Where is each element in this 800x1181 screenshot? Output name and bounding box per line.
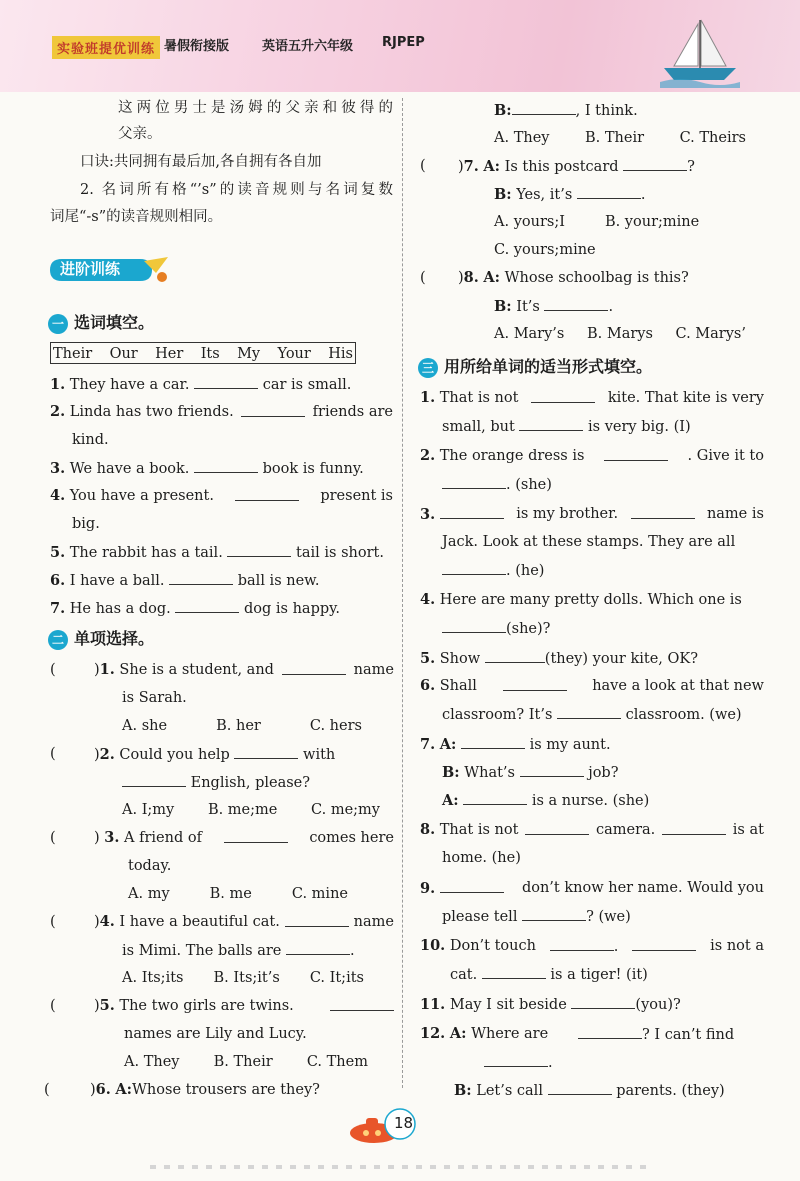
question-2-3: ) 3. A friend of comes here (94, 829, 394, 846)
answer-blank[interactable] (578, 1024, 642, 1039)
answer-paren-open: ( (50, 662, 56, 678)
question-2-8-reply: B: It’s . (494, 298, 614, 315)
answer-blank[interactable] (550, 936, 614, 951)
answer-blank[interactable] (234, 744, 298, 759)
intro-rhyme: 口诀:共同拥有最后加,各自拥有各自加 (80, 154, 322, 170)
question-2-2: )2. Could you help with (94, 746, 336, 763)
option[interactable]: B. me (209, 886, 252, 902)
question-3-9-cont: please tell ? (we) (442, 906, 631, 927)
option[interactable]: A. I;my (122, 802, 175, 818)
answer-paren-open: ( (50, 914, 56, 930)
answer-blank[interactable] (241, 402, 305, 417)
option[interactable]: B. her (216, 718, 261, 734)
question-3-2: 2. The orange dress is . Give it to (420, 447, 764, 464)
question-3-12-cont: . (484, 1052, 553, 1073)
question-2-1-options (122, 716, 362, 736)
option[interactable]: A. Its;its (122, 970, 184, 986)
question-3-7-b: B: What’s job? (442, 764, 619, 781)
answer-blank[interactable] (632, 936, 696, 951)
question-1-7: 7. He has a dog. dog is happy. (50, 600, 341, 617)
page-number: 18 (394, 1114, 414, 1132)
sailboat-icon (660, 18, 740, 88)
answer-blank[interactable] (282, 660, 346, 675)
question-2-6-options (494, 128, 746, 148)
answer-blank[interactable] (330, 996, 394, 1011)
answer-blank[interactable] (623, 156, 687, 171)
word-bank-item: His (328, 346, 353, 362)
answer-blank[interactable] (463, 790, 527, 805)
question-2-1: )1. She is a student, and name (94, 661, 394, 678)
answer-blank[interactable] (548, 1080, 612, 1095)
question-3-6: 6. Shall have a look at that new (420, 677, 764, 694)
subject-label: 英语五升六年级 (262, 39, 354, 54)
option[interactable]: C. Theirs (679, 130, 746, 146)
answer-paren-open: ( (50, 746, 56, 762)
answer-blank[interactable] (169, 570, 233, 585)
section-2-heading (48, 626, 154, 650)
answer-blank[interactable] (122, 772, 186, 787)
section-title: 选词填空。 (74, 313, 155, 332)
word-bank-item: Your (277, 346, 311, 362)
answer-blank[interactable] (440, 504, 504, 519)
answer-paren-open: ( (50, 830, 56, 846)
question-1-2: 2. Linda has two friends. friends are (50, 403, 393, 420)
answer-blank[interactable] (531, 388, 595, 403)
option[interactable]: B. Their (213, 1054, 273, 1070)
answer-blank[interactable] (285, 912, 349, 927)
option[interactable]: A. my (128, 886, 170, 902)
option[interactable]: C. It;its (309, 970, 364, 986)
word-bank-item: Our (109, 346, 138, 362)
option[interactable]: C. Them (306, 1054, 368, 1070)
question-3-10: 10. Don’t touch . is not a (420, 937, 764, 955)
answer-blank[interactable] (519, 416, 583, 431)
question-3-1-cont: small, but is very big. (I) (442, 416, 691, 437)
question-1-4: 4. You have a present. present is (50, 487, 393, 504)
question-2-5-options (124, 1052, 368, 1072)
intro-line: 这两位男士是汤姆的父亲和彼得的 (118, 100, 393, 116)
question-3-4: 4. Here are many pretty dolls. Which one is (420, 591, 742, 608)
option[interactable]: C. me;my (311, 802, 380, 818)
answer-blank[interactable] (461, 734, 525, 749)
option[interactable]: A. yours;I (494, 214, 565, 230)
option[interactable]: B. Its;it’s (213, 970, 280, 986)
edition-label: 暑假衔接版 (164, 39, 230, 54)
answer-blank[interactable] (442, 474, 506, 489)
option[interactable]: A. she (122, 718, 168, 734)
question-3-6-cont: classroom? It’s classroom. (we) (442, 704, 742, 725)
answer-blank[interactable] (235, 486, 299, 501)
question-2-1-cont: is Sarah. (122, 690, 187, 706)
intro-line: 词尾“-s”的读音规则相同。 (50, 209, 223, 225)
footer-decoration (150, 1165, 650, 1169)
answer-blank[interactable] (631, 504, 695, 519)
section-3-heading (418, 354, 652, 378)
question-1-2-cont: kind. (72, 432, 109, 448)
word-bank (50, 342, 356, 364)
question-2-8-options (494, 324, 746, 344)
answer-blank[interactable] (577, 184, 641, 199)
question-2-3-options (128, 884, 348, 904)
question-2-7-options (494, 212, 699, 232)
question-1-3: 3. We have a book. book is funny. (50, 460, 364, 477)
answer-blank[interactable] (440, 878, 504, 893)
option[interactable]: C. yours;mine (494, 242, 596, 258)
option[interactable]: A. They (494, 130, 550, 146)
question-2-6: )6. A:Whose trousers are they? (90, 1081, 320, 1098)
question-3-1: 1. That is not kite. That kite is very (420, 389, 764, 406)
answer-blank[interactable] (482, 964, 546, 979)
option[interactable]: B. Marys (586, 326, 653, 342)
word-bank-item: Their (53, 346, 93, 362)
question-1-1: 1. They have a car. car is small. (50, 376, 352, 393)
option[interactable]: C. hers (309, 718, 362, 734)
question-2-5-cont: names are Lily and Lucy. (124, 1026, 307, 1042)
answer-blank[interactable] (571, 994, 635, 1009)
word-bank-item: Its (200, 346, 220, 362)
publisher-label: RJPEP (382, 35, 425, 50)
question-3-12-reply: B: Let’s call parents. (they) (454, 1082, 725, 1099)
intro-line: 父亲。 (118, 126, 162, 142)
question-2-7: )7. A: Is this postcard ? (458, 158, 695, 175)
question-2-5: )5. The two girls are twins. (94, 996, 394, 1016)
question-1-4-cont: big. (72, 516, 100, 532)
answer-paren-open: ( (50, 998, 56, 1014)
question-3-9: 9. don’t know her name. Would you (420, 880, 764, 897)
question-2-6-reply: B: , I think. (494, 102, 638, 119)
option[interactable]: A. They (124, 1054, 180, 1070)
answer-blank[interactable] (442, 618, 506, 633)
question-3-11: 11. May I sit beside (you)? (420, 996, 681, 1013)
option[interactable]: C. mine (291, 886, 348, 902)
answer-blank[interactable] (485, 648, 545, 663)
section-1-heading (48, 310, 154, 334)
series-title: 实验班提优训练 (52, 36, 160, 59)
intro-line: 2. 名词所有格“’s”的读音规则与名词复数 (80, 182, 393, 198)
question-3-12: 12. A: Where are ? I can’t find (420, 1025, 735, 1043)
answer-blank[interactable] (662, 820, 726, 835)
answer-blank[interactable] (175, 598, 239, 613)
question-3-5: 5. Show (they) your kite, OK? (420, 650, 698, 667)
question-1-5: 5. The rabbit has a tail. tail is short. (50, 544, 384, 561)
option[interactable]: B. Their (585, 130, 645, 146)
question-3-2-cont: . (she) (442, 474, 552, 495)
question-3-3-cont: Jack. Look at these stamps. They are all (442, 534, 736, 550)
answer-blank[interactable] (525, 820, 589, 835)
answer-blank[interactable] (227, 542, 291, 557)
answer-blank[interactable] (442, 560, 506, 575)
answer-paren-open: ( (420, 270, 426, 286)
question-3-8-cont: home. (he) (442, 850, 521, 866)
answer-blank[interactable] (604, 446, 668, 461)
option[interactable]: A. Mary’s (494, 326, 565, 342)
section-title: 用所给单词的适当形式填空。 (444, 357, 653, 376)
section-number: 二 (48, 630, 68, 650)
option[interactable]: B. me;me (207, 802, 278, 818)
badge-label: 进阶训练 (60, 260, 121, 278)
question-3-8: 8. That is not camera. is at (420, 821, 764, 838)
answer-blank[interactable] (512, 100, 576, 115)
answer-blank[interactable] (522, 906, 586, 921)
column-divider (402, 98, 403, 1088)
question-2-4-options (122, 968, 364, 988)
question-2-2-cont: English, please? (122, 772, 310, 793)
answer-blank[interactable] (484, 1052, 548, 1067)
section-number: 三 (418, 358, 438, 378)
question-2-4: )4. I have a beautiful cat. name (94, 913, 394, 930)
answer-blank[interactable] (194, 458, 258, 473)
answer-blank[interactable] (557, 704, 621, 719)
section-number: 一 (48, 314, 68, 334)
question-2-3-cont: today. (128, 858, 172, 874)
answer-blank[interactable] (194, 374, 258, 389)
word-bank-item: My (237, 346, 261, 362)
answer-blank[interactable] (286, 940, 350, 955)
question-3-3-cont2: . (he) (442, 560, 544, 581)
answer-blank[interactable] (224, 828, 288, 843)
answer-blank[interactable] (503, 676, 567, 691)
question-2-8: )8. A: Whose schoolbag is this? (458, 269, 689, 286)
question-3-10-cont: cat. is a tiger! (it) (450, 964, 648, 985)
question-1-6: 6. I have a ball. ball is new. (50, 572, 320, 589)
question-2-2-options (122, 800, 380, 820)
section-title: 单项选择。 (74, 629, 155, 648)
answer-paren-open: ( (44, 1082, 50, 1098)
option[interactable]: C. Marys’ (675, 326, 746, 342)
question-3-4-cont: (she)? (442, 618, 550, 639)
answer-blank[interactable] (544, 296, 608, 311)
question-3-7-c: A: is a nurse. (she) (442, 792, 650, 809)
word-bank-item: Her (155, 346, 184, 362)
question-3-7: 7. A: is my aunt. (420, 736, 611, 753)
option[interactable]: B. your;mine (604, 214, 700, 230)
question-2-4-cont: is Mimi. The balls are . (122, 940, 355, 961)
answer-blank[interactable] (520, 762, 584, 777)
answer-paren-open: ( (420, 158, 426, 174)
question-2-7-reply: B: Yes, it’s . (494, 186, 646, 203)
question-3-3: 3. is my brother. name is (420, 506, 764, 523)
